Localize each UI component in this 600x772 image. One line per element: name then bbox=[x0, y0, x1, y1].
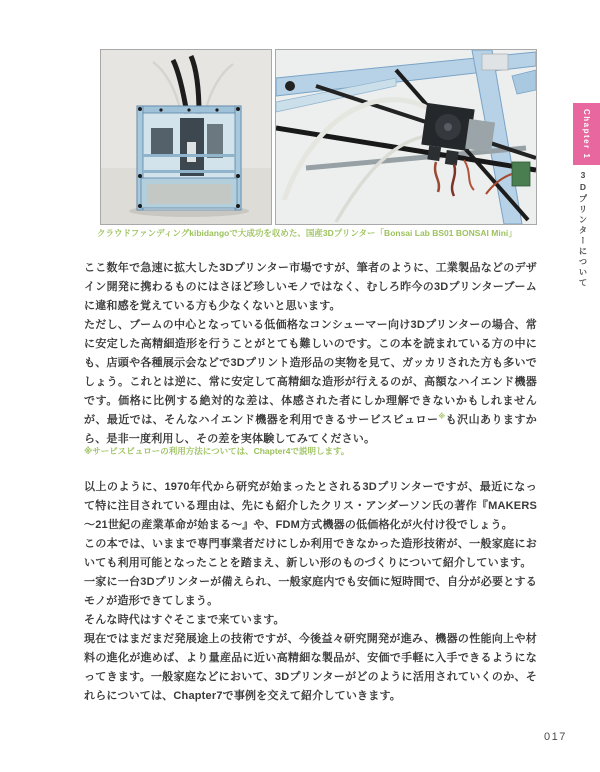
photo-bonsai-printer-front bbox=[100, 49, 272, 225]
paragraph: そんな時代はすぐそこまで来ています。 bbox=[84, 614, 285, 626]
paragraph: 現在ではまだまだ発展途上の技術ですが、今後益々研究開発が進み、機器の性能向上や材料の進化が進めば、より量産品に近い高精細な製品が、安価で手軽に入手できるようになってきます。一般家庭などにおいて、3Dプリンターがどのように活用されていくのか、それらについては、Chapter7で事例を交えて紹介していきます。 bbox=[84, 633, 537, 702]
body-text-block-1 bbox=[84, 259, 537, 449]
print-head-illustration bbox=[276, 50, 536, 224]
footnote-marker: ※ bbox=[438, 413, 446, 421]
section-title-vertical: 3Dプリンターについて bbox=[578, 170, 588, 289]
body-text-block-2 bbox=[84, 478, 537, 706]
paragraph: 以上のように、1970年代から研究が始まったとされる3Dプリンターですが、最近になって特に注目されている理由は、先にも紹介したクリス・アンダーソン氏の著作『MAKERS～21世紀の産業革命が始まる～』や、FDM方式機器の低価格化が火付け役でしょう。 bbox=[84, 481, 537, 531]
photo-print-head-closeup bbox=[275, 49, 537, 225]
paragraph-text: ただし、ブームの中心となっている低価格なコンシューマー向け3Dプリンターの場合、常に安定した高精細造形を行うことがとても難しいのです。この本を読まれている方の中にも、店頭や各種展示会などで3Dプリント造形品の実物を見て、ガッカリされた方も多いでしょう。これとは逆に、常に安定して高精細な造形が行えるのが、高額なハイエンド機器です。価格に比例する絶対的な差は、体感された者にしか理解できないかもしれませんが、最近では、そんなハイエンド機器を利用できるサービスビュロー bbox=[84, 319, 537, 426]
printer-front-illustration bbox=[101, 50, 271, 224]
paragraph bbox=[84, 316, 537, 449]
paragraph: この本では、いままで専門事業者だけにしか利用できなかった造形技術が、一般家庭においても利用可能となったことを踏まえ、新しい形のものづくりについて紹介しています。 bbox=[84, 538, 537, 569]
figure-caption: クラウドファンディングkibidangoで大成功を収めた、国産3Dプリンター「Bonsai Lab BS01 BONSAI Mini」 bbox=[97, 228, 517, 238]
footnote: ※サービスビュローの利用方法については、Chapter4で説明します。 bbox=[84, 446, 350, 456]
paragraph-text: も沢山ありますから、是非一度利用し、その差を実体験してみてください。 bbox=[84, 414, 537, 445]
page-number: 017 bbox=[544, 731, 567, 743]
paragraph: ここ数年で急速に拡大した3Dプリンター市場ですが、筆者のように、工業製品などのデザイン開発に携わるものにはさほど珍しいモノではなく、むしろ昨今の3Dプリンターブームに違和感を覚えている方も少なくないと思います。 bbox=[84, 262, 537, 312]
chapter-tab: Chapter 1 bbox=[573, 103, 600, 165]
paragraph: 一家に一台3Dプリンターが備えられ、一般家庭内でも安価に短時間で、自分が必要とするモノが造形できてしまう。 bbox=[84, 576, 537, 607]
